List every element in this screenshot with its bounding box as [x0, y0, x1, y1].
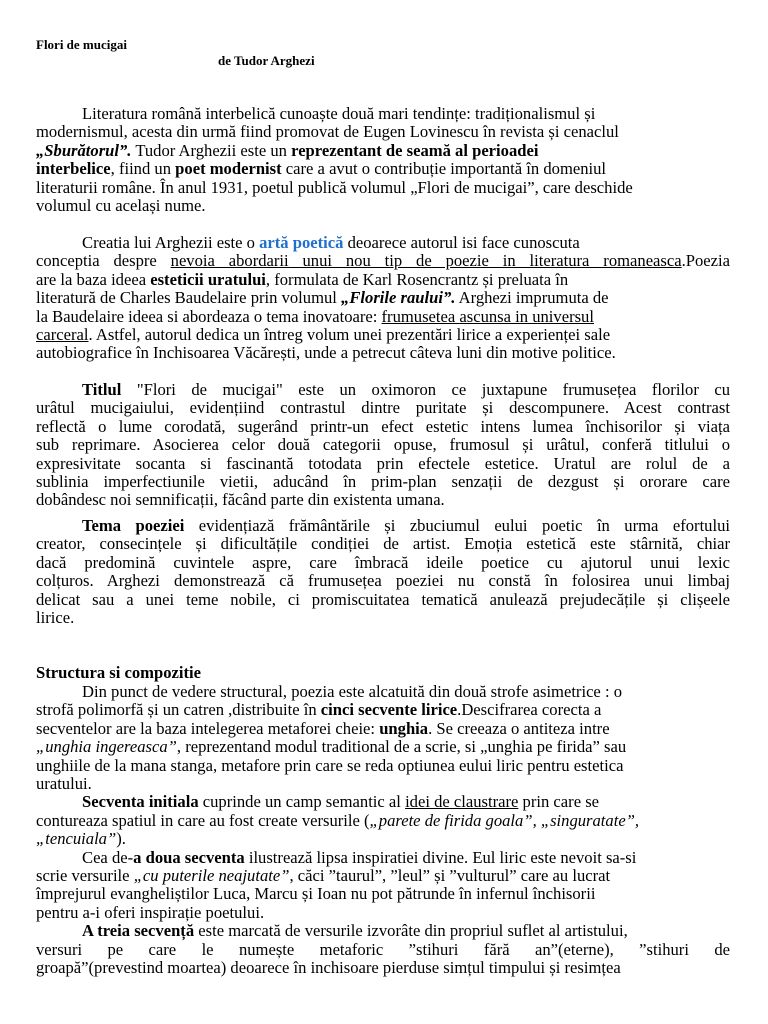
text-line: împrejurul evangheliștilor Luca, Marcu și Ioan nu pot pătrunde în infernul închisorii [36, 884, 596, 904]
text-line: versuri pe care le numește metaforic ”stihuri fără an”(eterne), ”stihuri de [36, 939, 730, 959]
text-line: modernismul, acesta din urmă fiind promovat de Eugen Lovinescu în revista și cenaclul [36, 122, 619, 142]
text-line: volumul cu același nume. [36, 196, 206, 216]
text-line: reflectă o lume corodată, sugerând printr-un efect estetic intens lumea închisorilor și viața [36, 416, 730, 436]
text-line: sublinia imperfectiunile vietii, aducând în prim-plan senzații de dezgust și ororare care [36, 472, 730, 492]
text-line: Creatia lui Arghezii este o artă poetică deoarece autorul isi face cunoscuta [82, 233, 580, 252]
text-line: conceptia despre nevoia abordarii unui nou tip de poezie in literatura romaneasca.Poezia [36, 251, 730, 271]
text-line: pentru a-i oferi inspirație poetului. [36, 902, 265, 922]
text-line: unghiile de la mana stanga, metafore prin care se reda optiunea eului liric pentru estetica [36, 755, 624, 775]
text-line: „unghia ingereasca”, reprezentand modul traditional de a scrie, si „unghia pe firida” sau [36, 737, 627, 757]
paragraph-intro [36, 105, 730, 215]
text-line: expresivitate socanta si fascinantă totodata prin efectele estetice. Uratul are rolul de a [36, 453, 730, 473]
text-line: Din punct de vedere structural, poezia este alcatuită din două strofe asimetrice : o [82, 682, 623, 701]
text-line: „Sburătorul”. Tudor Arghezii este un reprezentant de seamă al perioadei [36, 140, 539, 160]
text-line: dacă predomină cuvintele aspre, care îmbracă ideile poetice cu ajutorul unui lexic [36, 552, 730, 572]
text-line: Secventa initiala cuprinde un camp semantic al idei de claustrare prin care se [82, 792, 600, 812]
text-line: are la baza ideea esteticii uratului, formulata de Karl Rosencrantz și preluata în [36, 269, 569, 289]
text-line: colțuros. Arghezi demonstrează că frumusețea poeziei nu constă în folosirea unui limbaj [36, 571, 730, 591]
paragraph-arta-poetica [36, 234, 730, 363]
paragraph-tema [36, 517, 730, 627]
text-line: scrie versurile „cu puterile neajutate”, căci ”taurul”, ”leul” și ”vulturul” care au lucrat [36, 866, 611, 886]
text-line: delicat sau a unei teme nobile, ci promiscuitatea tematică anulează prejudecățile și clișeele [36, 589, 730, 609]
text-line: A treia secvență este marcată de versurile izvorâte din propriul suflet al artistului, [82, 921, 628, 941]
paragraph-structura [36, 683, 730, 978]
text-line: secventelor are la baza intelegerea metaforei cheie: unghia. Se creeaza o antiteza intre [36, 718, 610, 738]
text-line: uratului. [36, 774, 92, 794]
text-line: Cea de-a doua secventa ilustrează lipsa inspiratiei divine. Eul liric este nevoit sa-si [82, 847, 637, 867]
text-line: Titlul "Flori de mucigai" este un oximoron ce juxtapune frumusețea florilor cu [82, 380, 730, 399]
text-line: groapă”(prevestind moartea) deoarece în inchisoare pierduse simțul timpului și resimțea [36, 958, 621, 978]
paragraph-titlul [36, 381, 730, 510]
text-line: strofă polimorfă și un catren ,distribuite în cinci secvente lirice.Descifrarea corecta a [36, 700, 602, 720]
text-line: „tencuiala”). [36, 829, 126, 849]
text-line: literatură de Charles Baudelaire prin volumul „Florile raului”. Arghezi imprumuta de [36, 288, 609, 308]
text-line: creator, consecințele și dificultățile condiției de artist. Emoția estetică este stârnită, chiar [36, 534, 730, 554]
text-line: contureaza spatiul in care au fost create versurile („parete de firida goala”, „singuratate”, [36, 810, 640, 830]
text-line: Tema poeziei evidențiază frământările și zbuciumul eului poetic în urma efortului [82, 516, 730, 535]
text-line: Literatura română interbelică cunoaște două mari tendințe: tradiționalismul și [82, 104, 596, 123]
text-line: lirice. [36, 608, 75, 628]
section-heading-structura: Structura si compozitie [36, 663, 201, 682]
text-line: carceral. Astfel, autorul dedica un întreg volum unei prezentări lirice a experienței sale [36, 325, 611, 345]
text-line: dobândesc noi semnificații, făcând parte din existenta umana. [36, 490, 445, 510]
text-line: la Baudelaire ideea si abordeaza o tema inovatoare: frumusetea ascunsa in universul [36, 306, 594, 326]
text-line: literaturii române. În anul 1931, poetul publică volumul „Flori de mucigai”, care deschide [36, 177, 633, 197]
document-author: de Tudor Arghezi [218, 53, 315, 68]
text-line: sub reprimare. Asocierea celor două categorii opuse, frumosul și urâtul, conferă titlului o [36, 435, 730, 455]
document-title: Flori de mucigai [36, 37, 127, 52]
text-line: urâtul mucigaiului, evidențiind contrastul dintre puritate și descompunere. Acest contrast [36, 398, 730, 418]
text-line: interbelice, fiind un poet modernist care a avut o contribuție importantă în domeniul [36, 159, 607, 179]
text-line: autobiografice în Inchisoarea Văcărești, unde a petrecut câteva luni din motive politice. [36, 343, 616, 363]
